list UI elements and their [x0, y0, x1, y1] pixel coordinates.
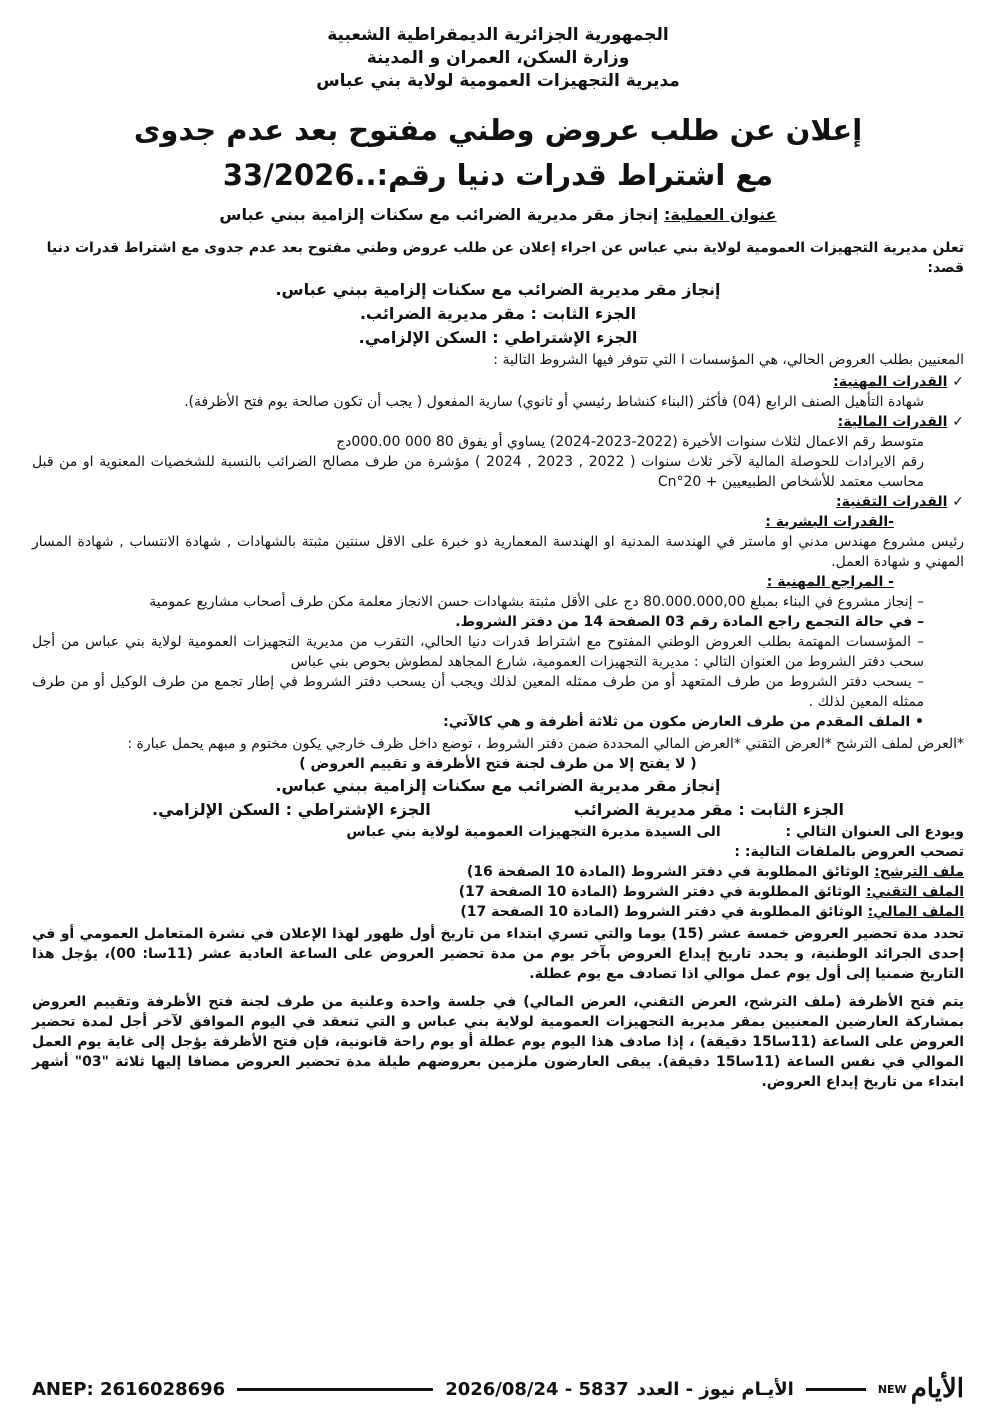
reference-item-envelopes: • الملف المقدم من طرف العارض مكون من ثلاثة أظرفة و هي كالآتي:: [32, 712, 964, 732]
file-item: ملف الترشح: الوثائق المطلوبة في دفتر الشروط (المادة 10 الصفحة 16): [466, 864, 964, 880]
professional-capacity-text: شهادة التأهيل الصنف الرابع (04) فأكثر (البناء كنشاط رئيسي أو ثانوي) سارية المفعول ( يجب أن تكون صالحة يوم فتح الأظرفة).: [184, 394, 924, 410]
envelopes-optional-part: الجزء الإشتراطي : السكن الإلزامي.: [152, 800, 431, 819]
announcement-number: مع اشتراط قدرات دنيا رقم:..33/2026: [222, 158, 774, 192]
deposit-value: الى السيدة مديرة التجهيزات العمومية لولاية بني عباس: [346, 824, 721, 840]
envelopes-note: ( لا يفتح إلا من طرف لجنة فتح الأظرفة و تقييم العروض ): [299, 756, 697, 772]
footer-divider: [806, 1388, 866, 1391]
intro-project: إنجاز مقر مديرية الضرائب مع سكنات إلزامية ببني عباس.: [275, 280, 721, 299]
header: [32, 24, 964, 93]
file-item: الملف التقني: الوثائق المطلوبة في دفتر الشروط (المادة 10 الصفحة 17): [458, 884, 964, 900]
newspaper-logo: الأيام: [910, 1374, 964, 1404]
footer-paper: الأيـام نيوز - العدد: [636, 1378, 794, 1400]
financial-capacity-revenue: رقم الايرادات للحوصلة المالية لآخر ثلاث سنوات ( 2022 , 2023 , 2024 ) مؤشرة من طرف مصالح الضرائب بالنسبة للشخصيات المعنوية او من قبل محاسب معتمد للأشخاص الطبيعيين + Cn°20: [32, 454, 925, 490]
intro-optional-part: الجزء الإشتراطي : السكن الإلزامي.: [358, 328, 638, 347]
envelopes-project: إنجاز مقر مديرية الضرائب مع سكنات إلزامية ببني عباس.: [275, 776, 721, 795]
intro-eligibility: المعنيين بطلب العروض الحالي، هي المؤسسات ا التي تتوفر فيها الشروط التالية :: [493, 352, 964, 368]
announcement-title: إعلان عن طلب عروض وطني مفتوح بعد عدم جدوى: [133, 113, 863, 147]
reference-item-withdrawal-rule: – يسحب دفتر الشروط من طرف المتعهد أو من طرف ممثله المعين لذلك ويجب أن يسحب دفتر الشروط في إطار تجمع من طرف الوكيل أو من طرف ممثله المعين لذلك .: [32, 672, 964, 712]
file-item: الملف المالي: الوثائق المطلوبة في دفتر الشروط (المادة 10 الصفحة 17): [460, 904, 964, 920]
operation-title: [32, 205, 964, 224]
footer-anep: ANEP: 2616028696: [32, 1378, 226, 1400]
closing-opening: يتم فتح الأظرفة (ملف الترشح، العرض التقني، العرض المالي) في جلسة واحدة وعلنية من طرف لجنة فتح الأظرفة وتقييم العروض بمشاركة العارضين المعنيين بمقر مديرية التجهيزات العمومية لولاية بني عباس و التي تنعقد في اليوم الموافق لآخر أجل لمدة تحضير العروض على الساعة (11سا15 دقيقة) ، إذا صادف هذا اليوم يوم عطلة أو يوم راحة قانونية، فإن فتح الأظرفة يؤجل إلى غاية يوم العمل الموالي في نفس الساعة (11سا15 دقيقة). يبقى العارضون ملزمين بعروضهم طيلة مدة تحضير العروض مضافا إليها ثلاثة "03" أشهر ابتداء من تاريخ إيداع العروض.: [32, 994, 964, 1090]
deposit-label: ويودع الى العنوان التالي :: [785, 824, 964, 840]
envelopes-fixed-part: الجزء الثابت : مقر مديرية الضرائب: [573, 800, 844, 819]
reference-item-withdrawal-address: – المؤسسات المهتمة بطلب العروض الوطني المفتوح مع اشتراط قدرات دنيا الحالي، التقرب من مديرية التجهيزات العمومية لولاية بني عباس من أجل سحب دفتر الشروط من العنوان التالي : مديرية التجهيزات العمومية، شارع المجاهد لمطوش بحوص بني عباس: [32, 632, 964, 672]
operation-label: عنوان العملية:: [663, 205, 777, 224]
attachments-label: تصحب العروض بالملفات التالية: :: [734, 844, 964, 860]
technical-capacity-label: ✓ القدرات التقنية:: [32, 492, 964, 512]
intro-fixed-part: الجزء الثابت : مقر مديرية الضرائب.: [359, 304, 637, 323]
header-line-ministry: وزارة السكن، العمران و المدينة: [366, 48, 630, 68]
professional-capacity-label: ✓ القدرات المهنية:: [32, 372, 964, 392]
human-capacity-text: رئيس مشروع مهندس مدني او ماستر في الهندسة المدنية او الهندسة المعمارية ذو خبرة على الاقل سنتين مثبتة بالشهادات , شهادة الانتساب , شهادة المسار المهني و شهادة العمل.: [32, 534, 964, 570]
header-line-republic: الجمهورية الجزائرية الديمقراطية الشعبية: [327, 25, 669, 45]
footer-divider: [237, 1388, 433, 1391]
human-capacity-label: -القدرات البشرية :: [765, 514, 894, 530]
header-line-directorate: مديرية التجهيزات العمومية لولاية بني عباس: [316, 71, 680, 91]
reference-item-grouping: – في حالة التجمع راجع المادة رقم 03 الصفحة 14 من دفتر الشروط.: [32, 612, 964, 632]
reference-item-project: – إنجاز مشروع في البناء بمبلغ 80.000.000,00 دج على الأقل مثبتة بشهادات حسن الانجاز معلمة مكن طرف أصحاب مشاريع عمومية: [32, 592, 964, 612]
financial-capacity-turnover: متوسط رقم الاعمال لثلاث سنوات الأخيرة (2022-2023-2024) يساوي أو يفوق 80 000 000.00دج: [336, 434, 924, 450]
envelopes-text: *العرض لملف الترشح *العرض التقني *العرض المالي المحددة ضمن دفتر الشروط ، توضع داخل ظرف خارجي يكون مختوم و مبهم يحمل عبارة :: [127, 736, 964, 752]
footer-date-issue: 2026/08/24 - 5837: [445, 1378, 629, 1400]
footer-new: NEW: [877, 1382, 907, 1396]
intro-paragraph: تعلن مديرية التجهيزات العمومية لولاية بني عباس عن اجراء إعلان عن طلب عروض وطني مفتوح بعد عدم جدوى مع اشتراط قدرات دنيا قصد:: [46, 240, 964, 276]
envelopes-parts: [32, 798, 964, 822]
operation-value: إنجاز مقر مديرية الضرائب مع سكنات إلزامية ببني عباس: [219, 205, 659, 224]
deposit-address: [32, 822, 964, 842]
closing-deadline: تحدد مدة تحضير العروض خمسة عشر (15) يوما والتي تسري ابتداء من تاريخ أول ظهور لهذا الإعلان في نشرة المتعامل العمومي أو في إحدى الجرائد الوطنية، و يحدد تاريخ إيداع العروض بآخر يوم من مدة تحضير العروض على الساعة العادية عشر (11سا: 00)، يؤجل هذا التاريخ ضمنيا إلى أول يوم عمل موالي اذا تصادف مع يوم عطلة.: [32, 926, 965, 982]
financial-capacity-label: ✓ القدرات المالية:: [32, 412, 964, 432]
footer: [32, 1374, 964, 1404]
professional-references-label: - المراجع المهنية :: [766, 574, 894, 590]
